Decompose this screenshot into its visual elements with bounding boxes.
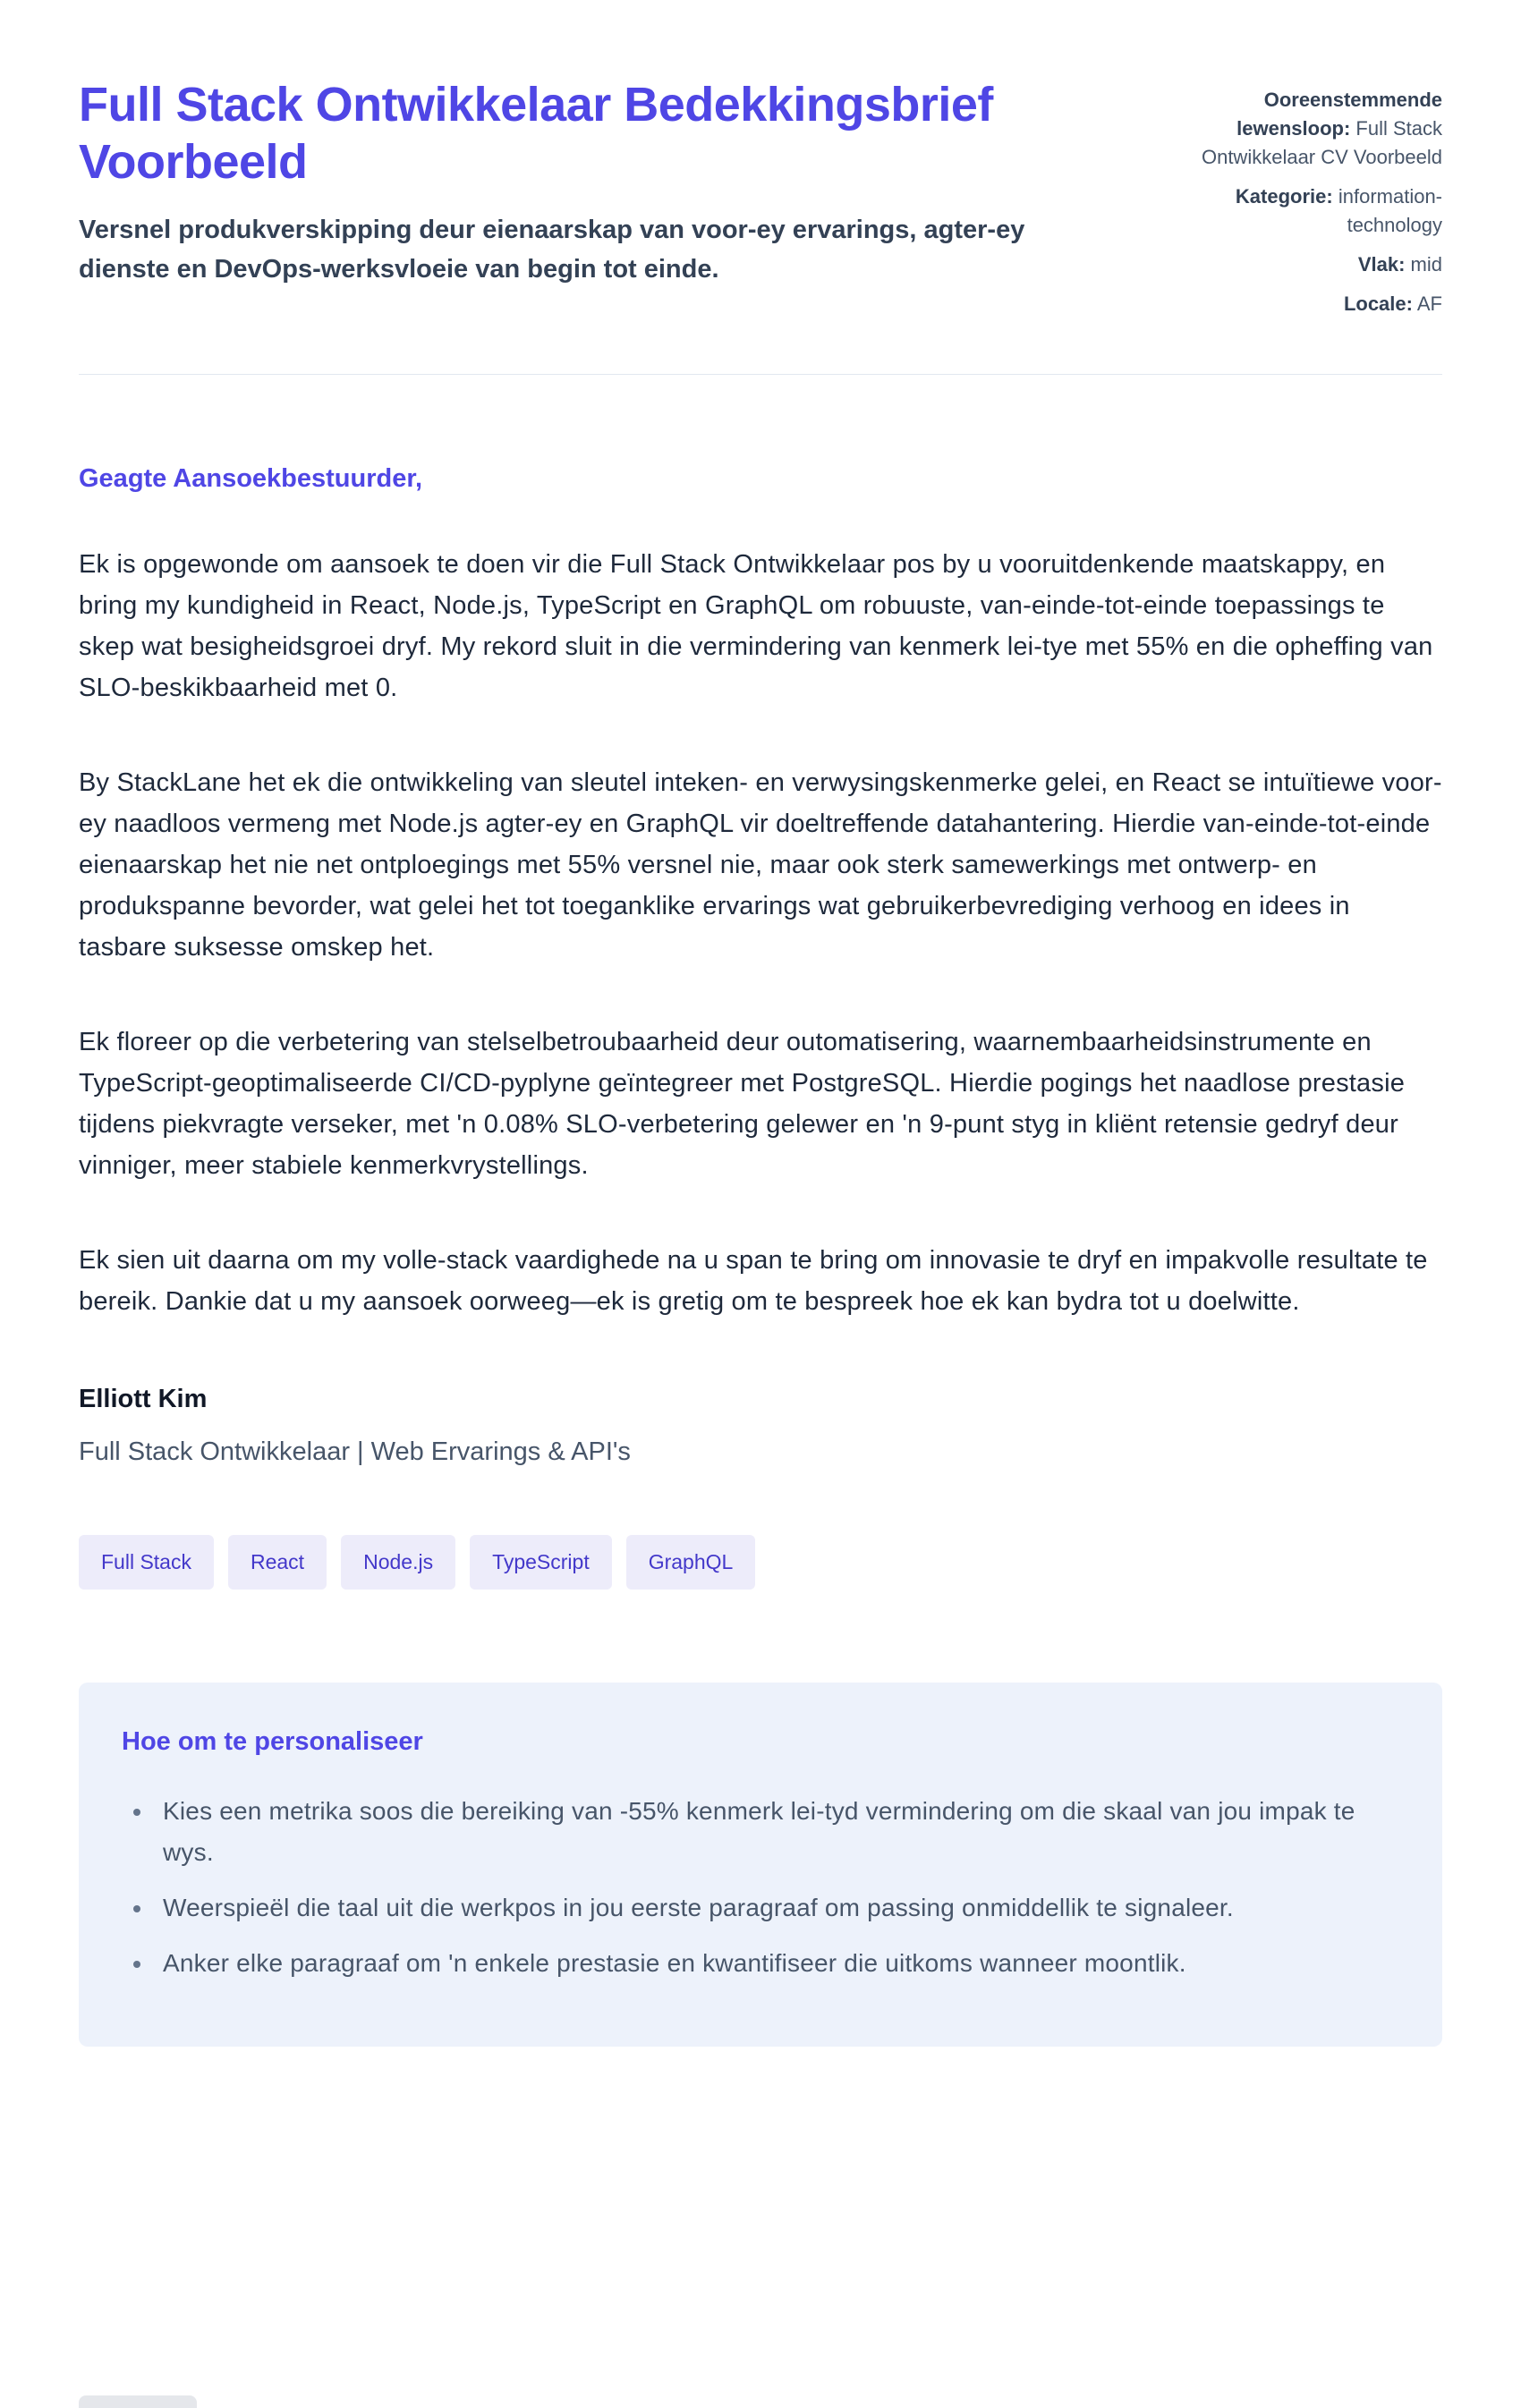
meta-value: information-technology: [1338, 185, 1442, 236]
cut-off-bottom-element[interactable]: [79, 2395, 197, 2408]
tip-item-3: • Anker elke paragraaf om 'n enkele prestasie en kwantifiseer die uitkoms wanneer moontlik.: [154, 1943, 1399, 1984]
letter-paragraph-2: By StackLane het ek die ontwikkeling van sleutel inteken- en verwysingskenmerke gelei, en React se intuïtiewe voor-ey naadloos vermeng met Node.js agter-ey en GraphQL vir doeltreffende datahantering. Hierdie van-einde-tot-einde eienaarskap het nie net ontploegings met 55% versnel nie, maar ook sterk samewerkings met ontwerp- en produkspanne bevorder, wat gelei het tot toeganklike ervarings wat gebruikerbevrediging verhoog en idees in tasbare suksesse omskep het.: [79, 768, 1442, 962]
page-title: Full Stack Ontwikkelaar Bedekkingsbrief Voorbeeld: [79, 78, 993, 189]
tips-list: [122, 1791, 1399, 1984]
letter-greeting: Geagte Aansoekbestuurder,: [79, 464, 423, 493]
tag-full-stack[interactable]: Full Stack: [79, 1535, 214, 1590]
tag-react[interactable]: React: [228, 1535, 327, 1590]
meta-row-level: [1183, 250, 1442, 279]
page-subtitle: Versnel produkverskipping deur eienaarskap van voor-ey ervarings, agter-ey dienste en DevOps-werksvloeie van begin tot einde.: [79, 216, 1025, 284]
letter-paragraph-1: Ek is opgewonde om aansoek te doen vir die Full Stack Ontwikkelaar pos by u vooruitdenkende maatskappy, en bring my kundigheid in React, Node.js, TypeScript en GraphQL om robuuste, van-einde-tot-einde toepassings te skep wat besigheidsgroei dryf. My rekord sluit in die vermindering van kenmerk lei-tye met 55% en die opheffing van SLO-beskikbaarheid met 0.: [79, 550, 1433, 702]
meta-label: Vlak:: [1357, 253, 1406, 276]
header-divider: [79, 374, 1442, 375]
tips-title: Hoe om te personaliseer: [122, 1727, 423, 1756]
meta-label: Ooreenstemmende lewensloop:: [1236, 89, 1442, 140]
meta-label: Kategorie:: [1235, 185, 1333, 208]
header-title-block: [79, 77, 1027, 289]
signature-block: [79, 1385, 1442, 1467]
meta-row-category: [1183, 182, 1442, 240]
letter-paragraph-3: Ek floreer op die verbetering van stelselbetroubaarheid deur outomatisering, waarnembaarheidsinstrumente en TypeScript-geoptimaliseerde CI/CD-pyplyne geïntegreer met PostgreSQL. Hierdie pogings het naadlose prestasie tijdens piekvragte verseker, met 'n 0.08% SLO-verbetering gelewer en 'n 9-punt styg in kliënt retensie gedryf deur vinniger, meer stabiele kenmerkvrystellings.: [79, 1028, 1406, 1180]
tip-item-1: • Kies een metrika soos die bereiking van -55% kenmerk lei-tyd vermindering om die skaal van jou impak te wys.: [154, 1791, 1399, 1873]
signature-name: Elliott Kim: [79, 1385, 208, 1413]
meta-value: mid: [1410, 253, 1442, 276]
tag-graphql[interactable]: GraphQL: [626, 1535, 756, 1590]
meta-value: Full Stack Ontwikkelaar CV Voorbeeld: [1201, 117, 1442, 168]
meta-panel: [1183, 77, 1442, 329]
tag-typescript[interactable]: TypeScript: [470, 1535, 612, 1590]
signature-role: Full Stack Ontwikkelaar | Web Ervarings & API's: [79, 1437, 631, 1466]
meta-value: AF: [1416, 293, 1442, 315]
personalization-tips-box: [79, 1683, 1442, 2047]
meta-row-matching-resume: [1183, 86, 1442, 172]
tag-nodejs[interactable]: Node.js: [341, 1535, 455, 1590]
meta-label: Locale:: [1343, 293, 1413, 315]
letter-paragraph-4: Ek sien uit daarna om my volle-stack vaardighede na u span te bring om innovasie te dryf en impakvolle resultate te bereik. Dankie dat u my aansoek oorweeg—ek is gretig om te bespreek hoe ek kan bydra tot u doelwitte.: [79, 1246, 1428, 1316]
skill-tag-list: [79, 1535, 1442, 1590]
page-header: [79, 77, 1442, 329]
letter-body: [79, 464, 1442, 1467]
meta-row-locale: [1183, 290, 1442, 318]
tip-item-2: • Weerspieël die taal uit die werkpos in jou eerste paragraaf om passing onmiddellik te signaleer.: [154, 1887, 1399, 1929]
